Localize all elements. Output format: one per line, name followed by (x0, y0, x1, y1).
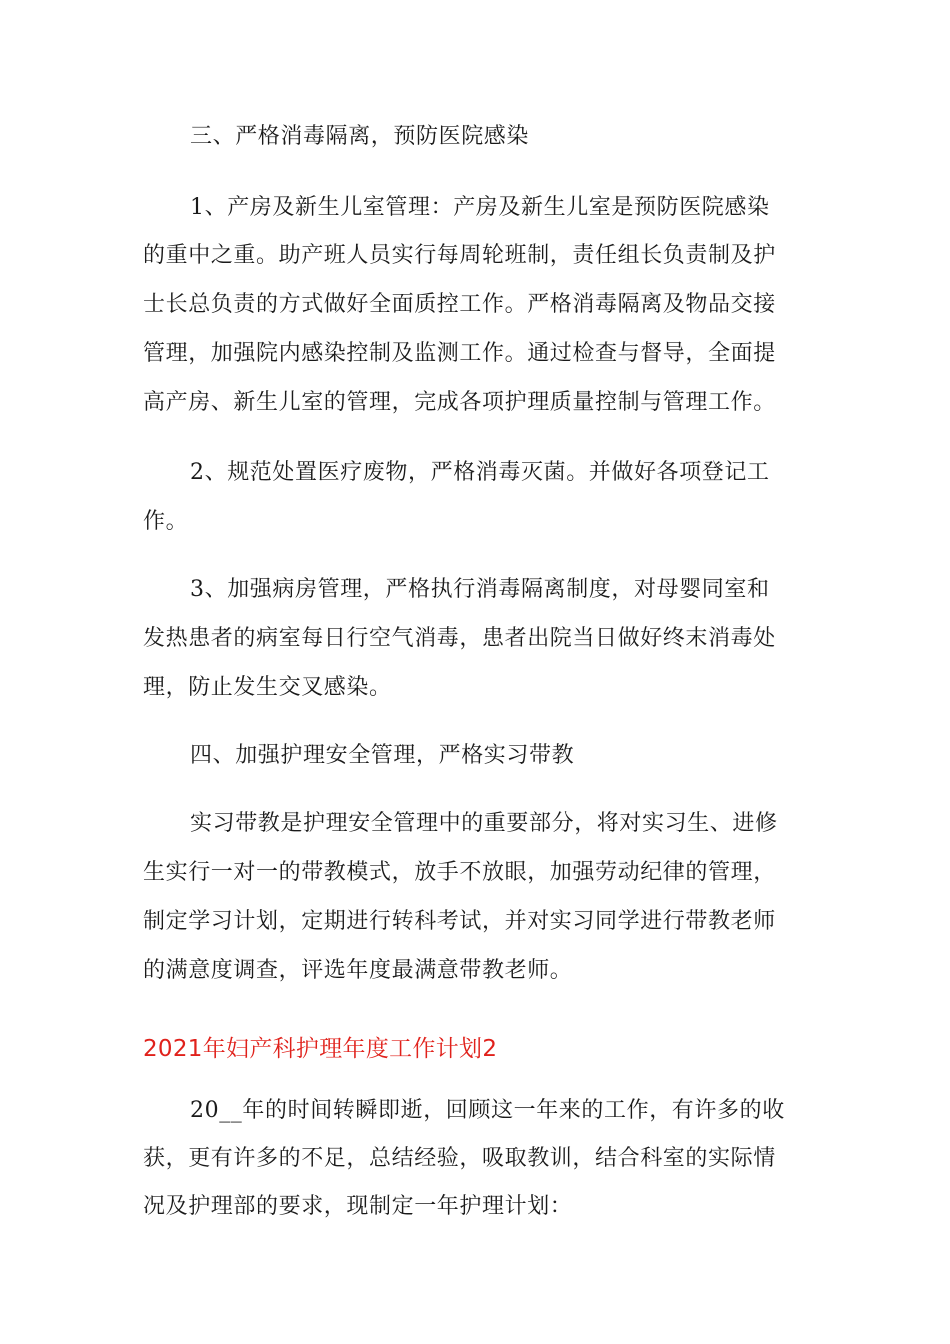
item-2-line-1: 2、规范处置医疗废物，严格消毒灭菌。并做好各项登记工 (190, 460, 770, 485)
item-1-line-4: 管理，加强院内感染控制及监测工作。通过检查与督导，全面提 (143, 341, 776, 366)
plan-2-intro-line-3: 况及护理部的要求，现制定一年护理计划： (143, 1194, 573, 1219)
plan-2-intro-line-2: 获，更有许多的不足，总结经验，吸取教训，结合科室的实际情 (143, 1146, 776, 1171)
plan-2-intro-line-1: 20__年的时间转瞬即逝，回顾这一年来的工作，有许多的收 (190, 1098, 785, 1123)
section-4-body-line-4: 的满意度调查，评选年度最满意带教老师。 (143, 958, 573, 983)
section-4-body-line-2: 生实行一对一的带教模式，放手不放眼，加强劳动纪律的管理， (143, 860, 776, 885)
section-3-title: 三、严格消毒隔离，预防医院感染 (190, 124, 530, 149)
item-3-line-1: 3、加强病房管理，严格执行消毒隔离制度，对母婴同室和 (190, 577, 770, 602)
plan-2-heading: 2021年妇产科护理年度工作计划2 (143, 1036, 498, 1062)
item-3-line-3: 理，防止发生交叉感染。 (143, 675, 392, 700)
item-2-line-2: 作。 (143, 509, 189, 534)
item-1-line-2: 的重中之重。助产班人员实行每周轮班制，责任组长负责制及护 (143, 243, 776, 268)
section-4-body-line-1: 实习带教是护理安全管理中的重要部分，将对实习生、进修 (190, 811, 778, 836)
section-4-body-line-3: 制定学习计划，定期进行转科考试，并对实习同学进行带教老师 (143, 909, 776, 934)
item-1-line-5: 高产房、新生儿室的管理，完成各项护理质量控制与管理工作。 (143, 390, 776, 415)
section-4-title: 四、加强护理安全管理，严格实习带教 (190, 743, 575, 768)
item-3-line-2: 发热患者的病室每日行空气消毒，患者出院当日做好终末消毒处 (143, 626, 776, 651)
item-1-line-1: 1、产房及新生儿室管理：产房及新生儿室是预防医院感染 (190, 195, 770, 220)
item-1-line-3: 士长总负责的方式做好全面质控工作。严格消毒隔离及物品交接 (143, 292, 776, 317)
